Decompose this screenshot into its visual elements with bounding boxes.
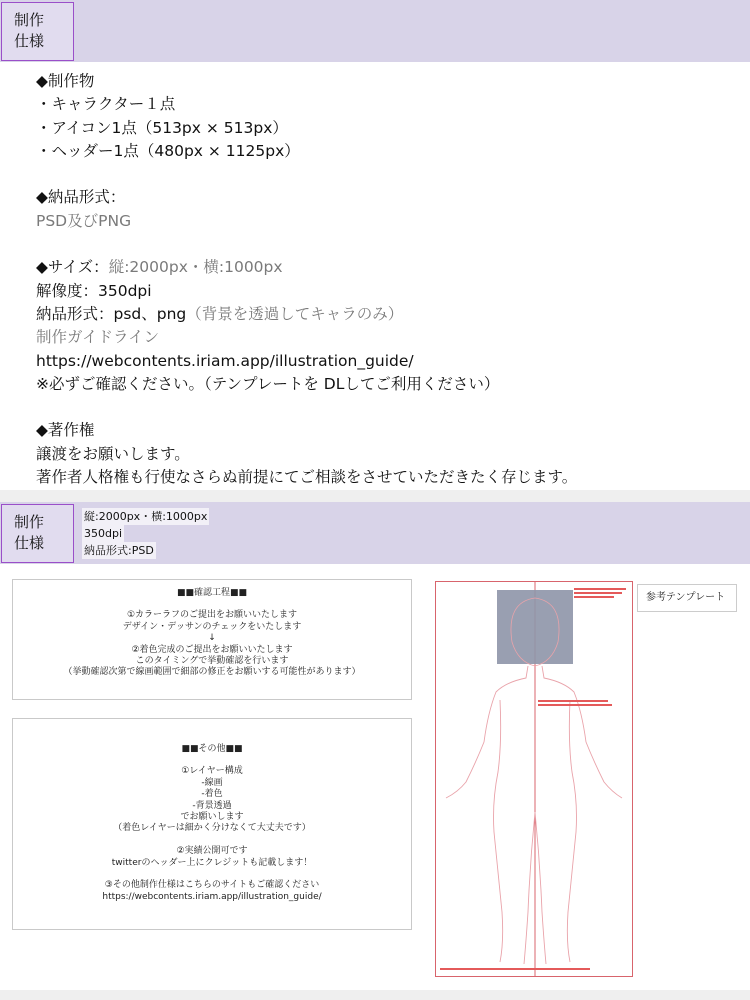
deliverable-header: ・ヘッダー1点（480px × 1125px） xyxy=(36,141,300,160)
other-line: ②実績公開可です xyxy=(176,846,248,857)
summary-resolution: 350dpi xyxy=(84,527,123,540)
resolution: 解像度：350dpi xyxy=(36,281,152,300)
other-line: -線画 xyxy=(201,777,223,788)
confirmation-title: ■■確認工程■■ xyxy=(176,588,247,598)
deliverable-character: ・キャラクター１点 xyxy=(36,95,176,114)
format2-label: 納品形式：psd、png xyxy=(36,304,187,323)
spec-tag xyxy=(1,2,74,61)
other-notes-box xyxy=(12,718,412,930)
other-line: でお願いします xyxy=(180,812,244,823)
copyright-line-1: 譲渡をお願いします。 xyxy=(36,444,190,463)
spec-tag2-line1: 制作 xyxy=(14,513,45,531)
template-figure xyxy=(435,581,633,977)
confirmation-line: ↓ xyxy=(208,633,216,644)
confirmation-line: ②着色完成のご提出をお願いいたします xyxy=(131,644,293,655)
other-line: ①レイヤー構成 xyxy=(181,766,243,777)
spec-tag-line2: 仕様 xyxy=(14,32,45,50)
size-heading: ◆サイズ： xyxy=(36,258,109,277)
other-line: -着色 xyxy=(201,789,223,800)
confirmation-line: （挙動確認次第で線画範囲で細部の修正をお願いする可能性があります） xyxy=(63,667,361,678)
copyright-line-2: 著作者人格権も行使なさらぬ前提にてご相談をさせていただきたく存じます。 xyxy=(36,468,578,487)
other-line: twitterのヘッダー上にクレジットも記載します！ xyxy=(111,857,313,868)
reference-template-label: 参考テンプレート xyxy=(637,584,737,612)
spec-details xyxy=(36,70,736,489)
other-line[interactable]: https://webcontents.iriam.app/illustration_guide/ xyxy=(102,891,322,902)
size-line xyxy=(36,256,736,279)
size-value: 縦:2000px・横:1000px xyxy=(108,258,283,277)
deliverable-icon: ・アイコン1点（513px × 513px） xyxy=(36,118,288,137)
confirmation-line: デザイン・デッサンのチェックをいたします xyxy=(122,621,302,632)
other-line: ③その他制作仕様はこちらのサイトもご確認ください xyxy=(104,880,320,891)
spec-tag-2 xyxy=(1,504,74,563)
summary-size: 縦:2000px・横:1000px xyxy=(84,510,208,523)
spec-summary xyxy=(82,508,209,559)
section-divider xyxy=(0,490,750,502)
spec-tag2-line2: 仕様 xyxy=(14,534,45,552)
other-title: ■■その他■■ xyxy=(181,744,243,754)
deliverables-heading: ◆制作物 xyxy=(36,72,95,90)
format2-line xyxy=(36,303,736,326)
format-value: PSD及びPNG xyxy=(36,211,132,230)
confirmation-process-box xyxy=(12,579,412,700)
summary-format: 納品形式:PSD xyxy=(84,544,154,557)
spec-tag-line1: 制作 xyxy=(14,11,45,29)
format2-note: （背景を透過してキャラのみ） xyxy=(186,304,404,323)
other-line: （着色レイヤーは細かく分けなくて大丈夫です） xyxy=(113,823,311,834)
spec-header-band-2 xyxy=(0,502,750,564)
copyright-heading: ◆著作権 xyxy=(36,421,95,440)
confirmation-line: ①カラーラフのご提出をお願いいたします xyxy=(126,610,298,621)
other-line: -背景透過 xyxy=(192,800,232,811)
format-heading: ◆納品形式： xyxy=(36,188,126,207)
confirmation-line: このタイミングで挙動確認を行います xyxy=(135,656,289,667)
guideline-url[interactable]: https://webcontents.iriam.app/illustration_guide/ xyxy=(36,351,414,370)
bottom-strip xyxy=(0,990,750,1000)
body-outline-icon xyxy=(436,582,632,976)
template-note: ※必ずご確認ください。（テンプレートを DLしてご利用ください） xyxy=(36,374,500,393)
guideline-label: 制作ガイドライン xyxy=(36,328,160,347)
spec-header-band xyxy=(0,0,750,62)
